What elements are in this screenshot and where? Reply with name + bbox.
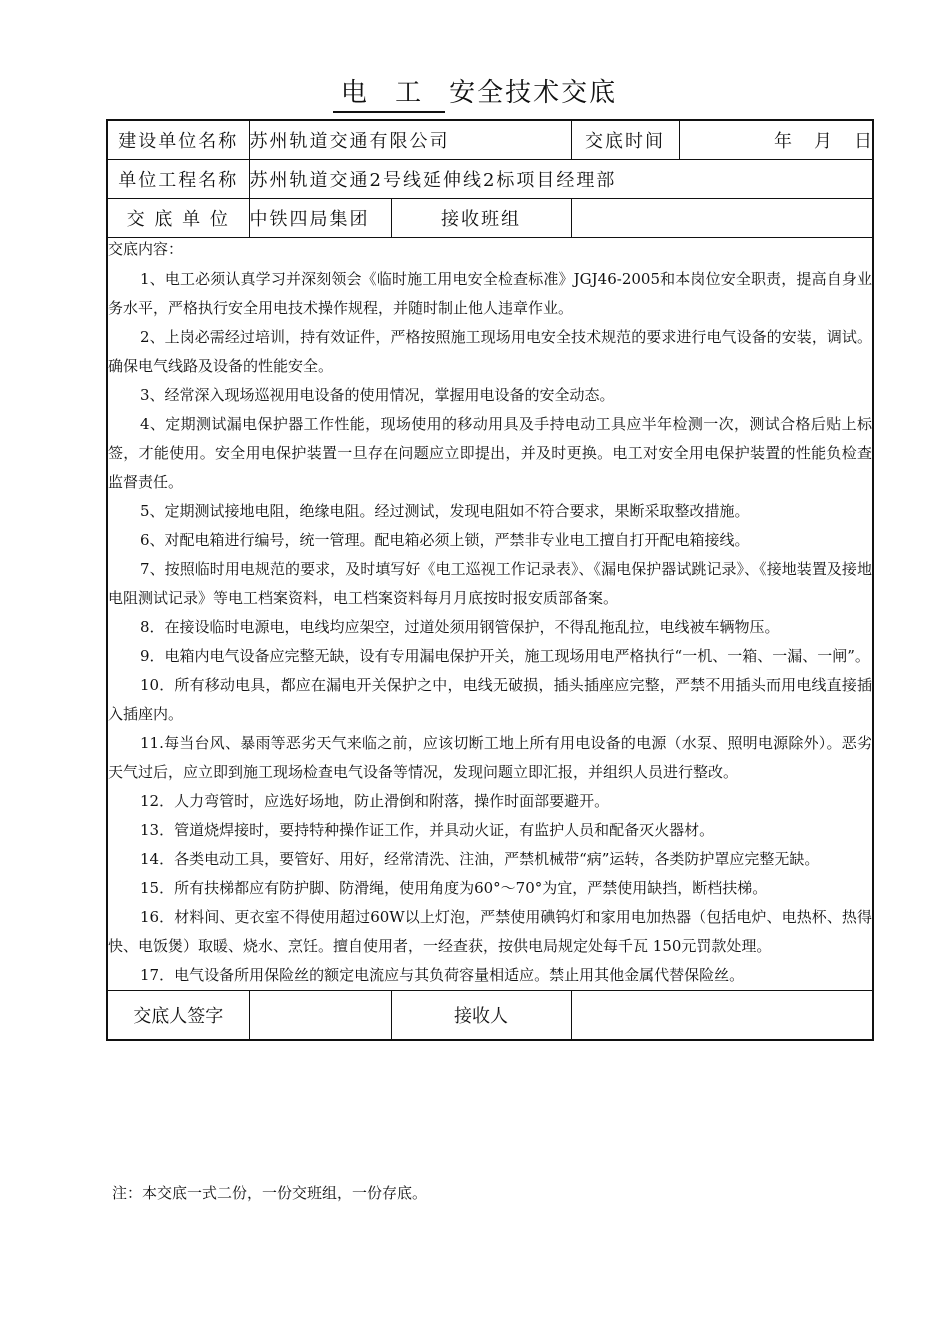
content-item: 8．在接设临时电源电，电线均应架空，过道处须用钢管保护，不得乱拖乱拉，电线被车辆物压。 bbox=[140, 618, 780, 636]
content-item: 4、定期测试漏电保护器工作性能，现场使用的移动用具及手持电动工具应半年检测一次，测试合格后贴上标签，才能使用。安全用电保护装置一旦存在问题应立即提出，并及时更换。电工对安全用电保护装置的性能负检查监督责任。 bbox=[108, 415, 872, 491]
content-item: 12．人力弯管时，应选好场地，防止滑倒和附落，操作时面部要避开。 bbox=[140, 792, 610, 810]
content-item: 2、上岗必需经过培训，持有效证件，严格按照施工现场用电安全技术规范的要求进行电气设备的安装，调试。确保电气线路及设备的性能安全。 bbox=[108, 328, 872, 375]
content-cell bbox=[107, 238, 873, 991]
header-row-1 bbox=[107, 120, 873, 160]
discloser-signature-field[interactable] bbox=[249, 991, 391, 1041]
header-row-2 bbox=[107, 160, 873, 199]
construction-unit-label: 建设单位名称 bbox=[107, 120, 249, 160]
signature-row bbox=[107, 991, 873, 1041]
date-day: 日 bbox=[854, 131, 872, 152]
discloser-signature-label: 交底人签字 bbox=[107, 991, 249, 1041]
title-underlined: 电 工 bbox=[333, 72, 445, 113]
title-rest: 安全技术交底 bbox=[449, 78, 618, 108]
page-title bbox=[0, 72, 950, 113]
content-heading: 交底内容： bbox=[108, 240, 184, 258]
construction-unit-value: 苏州轨道交通有限公司 bbox=[249, 120, 571, 160]
content-item: 10．所有移动电具，都应在漏电开关保护之中，电线无破损，插头插座应完整，严禁不用插头而用电线直接插入插座内。 bbox=[108, 676, 872, 723]
content-item: 11.每当台风、暴雨等恶劣天气来临之前，应该切断工地上所有用电设备的电源（水泵、照明电源除外）。恶劣天气过后，应立即到施工现场检查电气设备等情况，发现问题立即汇报，并组织人员进行整改。 bbox=[108, 734, 872, 781]
content-item: 9．电箱内电气设备应完整无缺，设有专用漏电保护开关，施工现场用电严格执行“一机、一箱、一漏、一闸”。 bbox=[140, 647, 870, 665]
header-row-3 bbox=[107, 199, 873, 238]
disclosure-time-label: 交底时间 bbox=[571, 120, 679, 160]
content-item: 15．所有扶梯都应有防护脚、防滑绳，使用角度为60°～70°为宜，严禁使用缺挡，断档扶梯。 bbox=[140, 879, 768, 897]
content-item: 3、经常深入现场巡视用电设备的使用情况，掌握用电设备的安全动态。 bbox=[140, 386, 615, 404]
content-item: 7、按照临时用电规范的要求，及时填写好《电工巡视工作记录表》、《漏电保护器试跳记录》、《接地装置及接地电阻测试记录》等电工档案资料，电工档案资料每月月底按时报安质部备案。 bbox=[108, 560, 872, 607]
content-item: 17．电气设备所用保险丝的额定电流应与其负荷容量相适应。禁止用其他金属代替保险丝。 bbox=[140, 966, 745, 984]
content-item: 5、定期测试接地电阻，绝缘电阻。经过测试，发现电阻如不符合要求，果断采取整改措施。 bbox=[140, 502, 750, 520]
date-month: 月 bbox=[814, 131, 832, 152]
receiving-team-field[interactable] bbox=[571, 199, 873, 238]
receiver-signature-field[interactable] bbox=[571, 991, 873, 1041]
receiving-team-label: 接收班组 bbox=[391, 199, 571, 238]
disclosure-unit-label: 交 底 单 位 bbox=[107, 199, 249, 238]
content-item: 13．管道烧焊接时，要持特种操作证工作，并具动火证，有监护人员和配备灭火器材。 bbox=[140, 821, 715, 839]
content-item: 6、对配电箱进行编号，统一管理。配电箱必须上锁，严禁非专业电工擅自打开配电箱接线。 bbox=[140, 531, 750, 549]
content-row bbox=[107, 238, 873, 991]
content-item: 14．各类电动工具，要管好、用好，经常清洗、注油，严禁机械带“病”运转，各类防护罩应完整无缺。 bbox=[140, 850, 820, 868]
content-item: 16．材料间、更衣室不得使用超过60W以上灯泡，严禁使用碘钨灯和家用电加热器（包括电炉、电热杯、热得快、电饭煲）取暖、烧水、烹饪。擅自使用者，一经查获，按供电局规定处每千瓦 150元罚款处理。 bbox=[108, 908, 872, 955]
content-item: 1、电工必须认真学习并深刻领会《临时施工用电安全检查标准》JGJ46-2005和本岗位安全职责，提高自身业务水平，严格执行安全用电技术操作规程，并随时制止他人违章作业。 bbox=[108, 270, 872, 317]
date-year: 年 bbox=[774, 131, 792, 152]
project-name-value: 苏州轨道交通2号线延伸线2标项目经理部 bbox=[249, 160, 873, 199]
disclosure-form bbox=[106, 119, 874, 1041]
footer-note: 注：本交底一式二份，一份交班组，一份存底。 bbox=[112, 1184, 428, 1202]
disclosure-date-field[interactable] bbox=[679, 120, 873, 160]
disclosure-unit-value: 中铁四局集团 bbox=[249, 199, 391, 238]
receiver-label: 接收人 bbox=[391, 991, 571, 1041]
project-name-label: 单位工程名称 bbox=[107, 160, 249, 199]
